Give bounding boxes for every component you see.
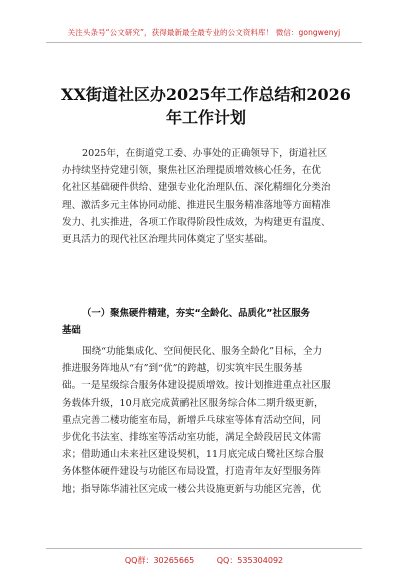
paragraph-line: 2025年，在街道党工委、办事处的正确领导下，街道社区 <box>82 148 328 159</box>
paragraph-line: 求；借助通山未来社区建设契机，11月底完成白鹭社区综合服 <box>62 449 324 461</box>
footer-qq-number: QQ：535304092 <box>216 556 284 565</box>
paragraph-line: 础。一是星级综合服务体建设提质增效。按计划推进重点社区服 <box>62 380 331 392</box>
paragraph-line: 步优化书法室、排练室等活动室功能，满足全龄段居民文体需 <box>62 432 322 444</box>
section-1-paragraph <box>62 343 354 498</box>
paragraph-line: 重点完善二楼功能室布局，新增乒乓球室等体育活动空间，同 <box>62 414 322 426</box>
paragraph-line: 更具活力的现代社区治理共同体奠定了坚实基础。 <box>62 234 274 246</box>
paragraph-line: 地；指导陈华浦社区完成一楼公共设施更新与功能区完善，优 <box>62 483 322 495</box>
document-title-line-2: 年工作计划 <box>165 108 246 127</box>
document-title-line-1: XX街道社区办2025年工作总结和2026 <box>61 85 351 104</box>
paragraph-line: 务体整体硬件建设与功能区布局设置，打造青年友好型服务阵 <box>62 466 322 478</box>
section-heading-line: （一）聚焦硬件精建，夯实“全龄化、品质化”社区服务 <box>82 308 310 319</box>
paragraph-line: 发力、扎实推进，各项工作取得阶段性成效，为构建更有温度、 <box>62 216 331 228</box>
paragraph-line: 化社区基础硬件供给、建强专业化治理队伍、深化精细化分类治 <box>62 182 331 194</box>
section-1-heading <box>62 305 354 339</box>
header-promo-note: 关注头条号“公文研究”，获得最新最全最专业的公文资料库！ 微信：gongwenyj <box>67 28 341 37</box>
header-divider <box>46 42 362 43</box>
paragraph-line: 围绕“功能集成化、空间便民化、服务全龄化”目标，全力 <box>82 346 323 357</box>
paragraph-line: 办持续坚持党建引领，聚焦社区治理提质增效核心任务，在优 <box>62 165 322 177</box>
paragraph-line: 理、激活多元主体协同动能、推进民生服务精准落地等方面精准 <box>62 199 331 211</box>
intro-paragraph <box>62 145 354 248</box>
footer-divider <box>46 548 362 549</box>
section-heading-line: 基础 <box>62 325 81 337</box>
footer-contact <box>0 555 408 566</box>
paragraph-line: 推进服务阵地从“有”到“优”的跨越，切实筑牢民生服务基 <box>62 363 303 375</box>
footer-qq-group: QQ群：30265665 <box>124 556 195 565</box>
document-title <box>56 83 356 129</box>
paragraph-line: 务载体升级，10月底完成黄鹂社区服务综合体二期升级更新， <box>62 397 324 409</box>
